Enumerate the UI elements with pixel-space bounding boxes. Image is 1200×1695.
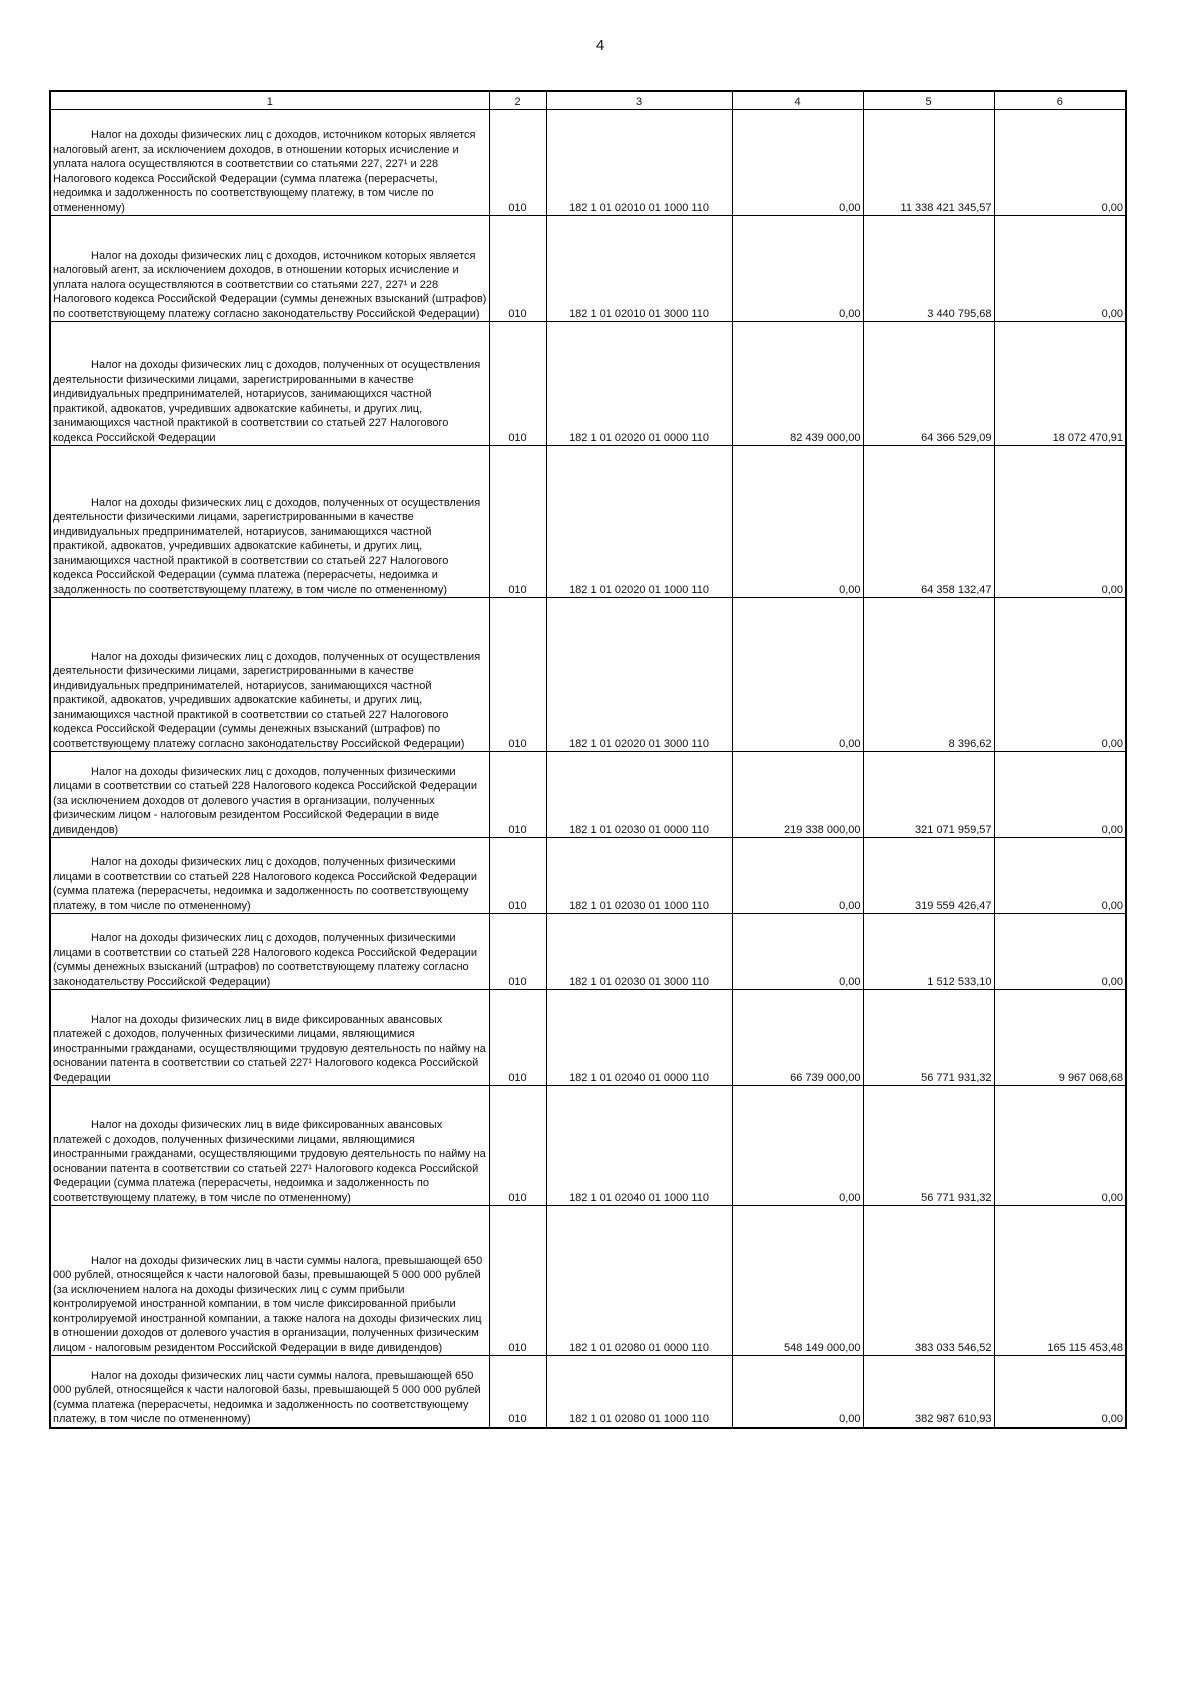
line-code-cell: 010 — [489, 752, 546, 838]
column-header: 5 — [863, 91, 994, 110]
table-row — [50, 322, 1126, 446]
approved-amount-cell: 0,00 — [732, 1086, 863, 1206]
approved-amount-cell: 0,00 — [732, 1356, 863, 1428]
executed-amount-cell: 11 338 421 345,57 — [863, 110, 994, 216]
line-code-cell: 010 — [489, 598, 546, 752]
budget-code-cell: 182 1 01 02020 01 3000 110 — [546, 598, 732, 752]
approved-amount-cell: 0,00 — [732, 598, 863, 752]
executed-amount-cell: 56 771 931,32 — [863, 1086, 994, 1206]
row-name-cell — [50, 1086, 489, 1206]
unexecuted-amount-cell: 0,00 — [994, 838, 1126, 914]
unexecuted-amount-cell: 0,00 — [994, 1086, 1126, 1206]
table-body — [50, 110, 1126, 1428]
row-name-text: Налог на доходы физических лиц с доходов, полученных физическими лицами в соответствии со статьей 228 Налогового кодекса Российской Федерации (суммы денежных взысканий (штрафов) по соответствующему платежу согласно законодательству Российской Федерации) — [53, 932, 477, 988]
budget-code-cell: 182 1 01 02010 01 1000 110 — [546, 110, 732, 216]
approved-amount-cell: 219 338 000,00 — [732, 752, 863, 838]
budget-code-cell: 182 1 01 02080 01 1000 110 — [546, 1356, 732, 1428]
unexecuted-amount-cell: 0,00 — [994, 1356, 1126, 1428]
table-row — [50, 216, 1126, 322]
line-code-cell: 010 — [489, 322, 546, 446]
row-name-cell — [50, 838, 489, 914]
approved-amount-cell: 0,00 — [732, 110, 863, 216]
line-code-cell: 010 — [489, 914, 546, 990]
row-name-text: Налог на доходы физических лиц с доходов, полученных физическими лицами в соответствии со статьей 228 Налогового кодекса Российской Федерации (сумма платежа (перерасчеты, недоимка и задолженность по соответствующему платежу, в том числе по отмененному) — [53, 856, 477, 912]
column-header: 6 — [994, 91, 1126, 110]
budget-code-cell: 182 1 01 02040 01 0000 110 — [546, 990, 732, 1086]
approved-amount-cell: 82 439 000,00 — [732, 322, 863, 446]
executed-amount-cell: 64 366 529,09 — [863, 322, 994, 446]
unexecuted-amount-cell: 165 115 453,48 — [994, 1206, 1126, 1356]
unexecuted-amount-cell: 0,00 — [994, 446, 1126, 598]
executed-amount-cell: 8 396,62 — [863, 598, 994, 752]
column-header: 2 — [489, 91, 546, 110]
unexecuted-amount-cell: 9 967 068,68 — [994, 990, 1126, 1086]
row-name-text: Налог на доходы физических лиц в части суммы налога, превышающей 650 000 рублей, относящейся к части налоговой базы, превышающей 5 000 000 рублей (за исключением налога на доходы физических лиц с сумм прибыли контролируемой иностранной компании, в том числе фиксированной прибыли контролируемой иностранной компании, а также налога на доходы физических лиц в отношении доходов от долевого участия в организации, полученных физическим лицом - налоговым резидентом Российской Федерации в виде дивидендов) — [53, 1254, 483, 1354]
approved-amount-cell: 0,00 — [732, 446, 863, 598]
executed-amount-cell: 319 559 426,47 — [863, 838, 994, 914]
row-name-text: Налог на доходы физических лиц с доходов, источником которых является налоговый агент, за исключением доходов, в отношении которых исчисление и уплата налога осуществляются в соответствии со статьями 227, 227¹ и 228 Налогового кодекса Российской Федерации (суммы денежных взысканий (штрафов) по соответствующему платежу согласно законодательству Российской Федерации) — [53, 249, 487, 320]
unexecuted-amount-cell: 18 072 470,91 — [994, 322, 1126, 446]
table-row — [50, 838, 1126, 914]
row-name-text: Налог на доходы физических лиц с доходов, источником которых является налоговый агент, за исключением доходов, в отношении которых исчисление и уплата налога осуществляются в соответствии со статьями 227, 227¹ и 228 Налогового кодекса Российской Федерации (сумма платежа (перерасчеты, недоимка и задолженность по соответствующему платежу, в том числе по отмененному) — [53, 129, 476, 214]
line-code-cell: 010 — [489, 1086, 546, 1206]
table-row — [50, 1086, 1126, 1206]
line-code-cell: 010 — [489, 216, 546, 322]
table-row — [50, 1356, 1126, 1428]
budget-code-cell: 182 1 01 02030 01 0000 110 — [546, 752, 732, 838]
approved-amount-cell: 66 739 000,00 — [732, 990, 863, 1086]
row-name-cell — [50, 990, 489, 1086]
budget-code-cell: 182 1 01 02020 01 1000 110 — [546, 446, 732, 598]
unexecuted-amount-cell: 0,00 — [994, 216, 1126, 322]
row-name-cell — [50, 1206, 489, 1356]
executed-amount-cell: 382 987 610,93 — [863, 1356, 994, 1428]
budget-code-cell: 182 1 01 02030 01 1000 110 — [546, 838, 732, 914]
table-row — [50, 990, 1126, 1086]
table-row — [50, 446, 1126, 598]
executed-amount-cell: 321 071 959,57 — [863, 752, 994, 838]
unexecuted-amount-cell: 0,00 — [994, 914, 1126, 990]
executed-amount-cell: 383 033 546,52 — [863, 1206, 994, 1356]
executed-amount-cell: 3 440 795,68 — [863, 216, 994, 322]
row-name-cell — [50, 1356, 489, 1428]
page-number: 4 — [595, 37, 605, 54]
table-header — [50, 91, 1126, 110]
line-code-cell: 010 — [489, 990, 546, 1086]
budget-code-cell: 182 1 01 02030 01 3000 110 — [546, 914, 732, 990]
column-header: 3 — [546, 91, 732, 110]
row-name-text: Налог на доходы физических лиц с доходов, полученных от осуществления деятельности физическими лицами, зарегистрированными в качестве индивидуальных предпринимателей, нотариусов, занимающихся частной практикой, адвокатов, учредивших адвокатские кабинеты, и других лиц, занимающихся частной практикой в соответствии со статьей 227 Налогового кодекса Российской Федерации (сумма платежа (перерасчеты, недоимка и задолженность по соответствующему платежу, в том числе по отмененному) — [53, 496, 481, 596]
line-code-cell: 010 — [489, 446, 546, 598]
table-row — [50, 914, 1126, 990]
line-code-cell: 010 — [489, 838, 546, 914]
executed-amount-cell: 1 512 533,10 — [863, 914, 994, 990]
table-row — [50, 752, 1126, 838]
row-name-cell — [50, 216, 489, 322]
unexecuted-amount-cell: 0,00 — [994, 598, 1126, 752]
row-name-cell — [50, 322, 489, 446]
row-name-text: Налог на доходы физических лиц с доходов, полученных физическими лицами в соответствии со статьей 228 Налогового кодекса Российской Федерации (за исключением доходов от долевого участия в организации, полученных физическим лицом - налоговым резидентом Российской Федерации в виде дивидендов) — [53, 765, 477, 836]
executed-amount-cell: 64 358 132,47 — [863, 446, 994, 598]
budget-code-cell: 182 1 01 02010 01 3000 110 — [546, 216, 732, 322]
budget-code-cell: 182 1 01 02040 01 1000 110 — [546, 1086, 732, 1206]
table-row — [50, 598, 1126, 752]
row-name-text: Налог на доходы физических лиц в виде фиксированных авансовых платежей с доходов, полученных физическими лицами, являющимися иностранными гражданами, осуществляющими трудовую деятельность по найму на основании патента в соответствии со статьей 227¹ Налогового кодекса Российской Федерации (сумма платежа (перерасчеты, недоимка и задолженность по соответствующему платежу, в том числе по отмененному) — [53, 1119, 486, 1204]
approved-amount-cell: 0,00 — [732, 838, 863, 914]
line-code-cell: 010 — [489, 110, 546, 216]
line-code-cell: 010 — [489, 1356, 546, 1428]
unexecuted-amount-cell: 0,00 — [994, 110, 1126, 216]
approved-amount-cell: 0,00 — [732, 216, 863, 322]
row-name-text: Налог на доходы физических лиц с доходов, полученных от осуществления деятельности физическими лицами, зарегистрированными в качестве индивидуальных предпринимателей, нотариусов, занимающихся частной практикой, адвокатов, учредивших адвокатские кабинеты, и других лиц, занимающихся частной практикой в соответствии со статьей 227 Налогового кодекса Российской Федерации — [53, 359, 481, 444]
row-name-text: Налог на доходы физических лиц в виде фиксированных авансовых платежей с доходов, полученных физическими лицами, являющимися иностранными гражданами, осуществляющими трудовую деятельность по найму на основании патента в соответствии со статьей 227¹ Налогового кодекса Российской Федерации — [53, 1013, 486, 1084]
row-name-text: Налог на доходы физических лиц части суммы налога, превышающей 650 000 рублей, относящейся к части налоговой базы, превышающей 5 000 000 рублей (сумма платежа (перерасчеты, недоимка и задолженность по соответствующему платежу, в том числе по отмененному) — [53, 1369, 481, 1425]
budget-code-cell: 182 1 01 02080 01 0000 110 — [546, 1206, 732, 1356]
executed-amount-cell: 56 771 931,32 — [863, 990, 994, 1086]
table-row — [50, 1206, 1126, 1356]
column-header: 4 — [732, 91, 863, 110]
report-table — [49, 90, 1127, 1429]
row-name-text: Налог на доходы физических лиц с доходов, полученных от осуществления деятельности физическими лицами, зарегистрированными в качестве индивидуальных предпринимателей, нотариусов, занимающихся частной практикой, адвокатов, учредивших адвокатские кабинеты, и других лиц, занимающихся частной практикой в соответствии со статьей 227 Налогового кодекса Российской Федерации (суммы денежных взысканий (штрафов) по соответствующему платежу согласно законодательству Российской Федерации) — [53, 650, 481, 750]
budget-code-cell: 182 1 01 02020 01 0000 110 — [546, 322, 732, 446]
row-name-cell — [50, 598, 489, 752]
line-code-cell: 010 — [489, 1206, 546, 1356]
table-row — [50, 110, 1126, 216]
approved-amount-cell: 0,00 — [732, 914, 863, 990]
column-header: 1 — [50, 91, 489, 110]
row-name-cell — [50, 914, 489, 990]
row-name-cell — [50, 446, 489, 598]
unexecuted-amount-cell: 0,00 — [994, 752, 1126, 838]
approved-amount-cell: 548 149 000,00 — [732, 1206, 863, 1356]
row-name-cell — [50, 752, 489, 838]
row-name-cell — [50, 110, 489, 216]
